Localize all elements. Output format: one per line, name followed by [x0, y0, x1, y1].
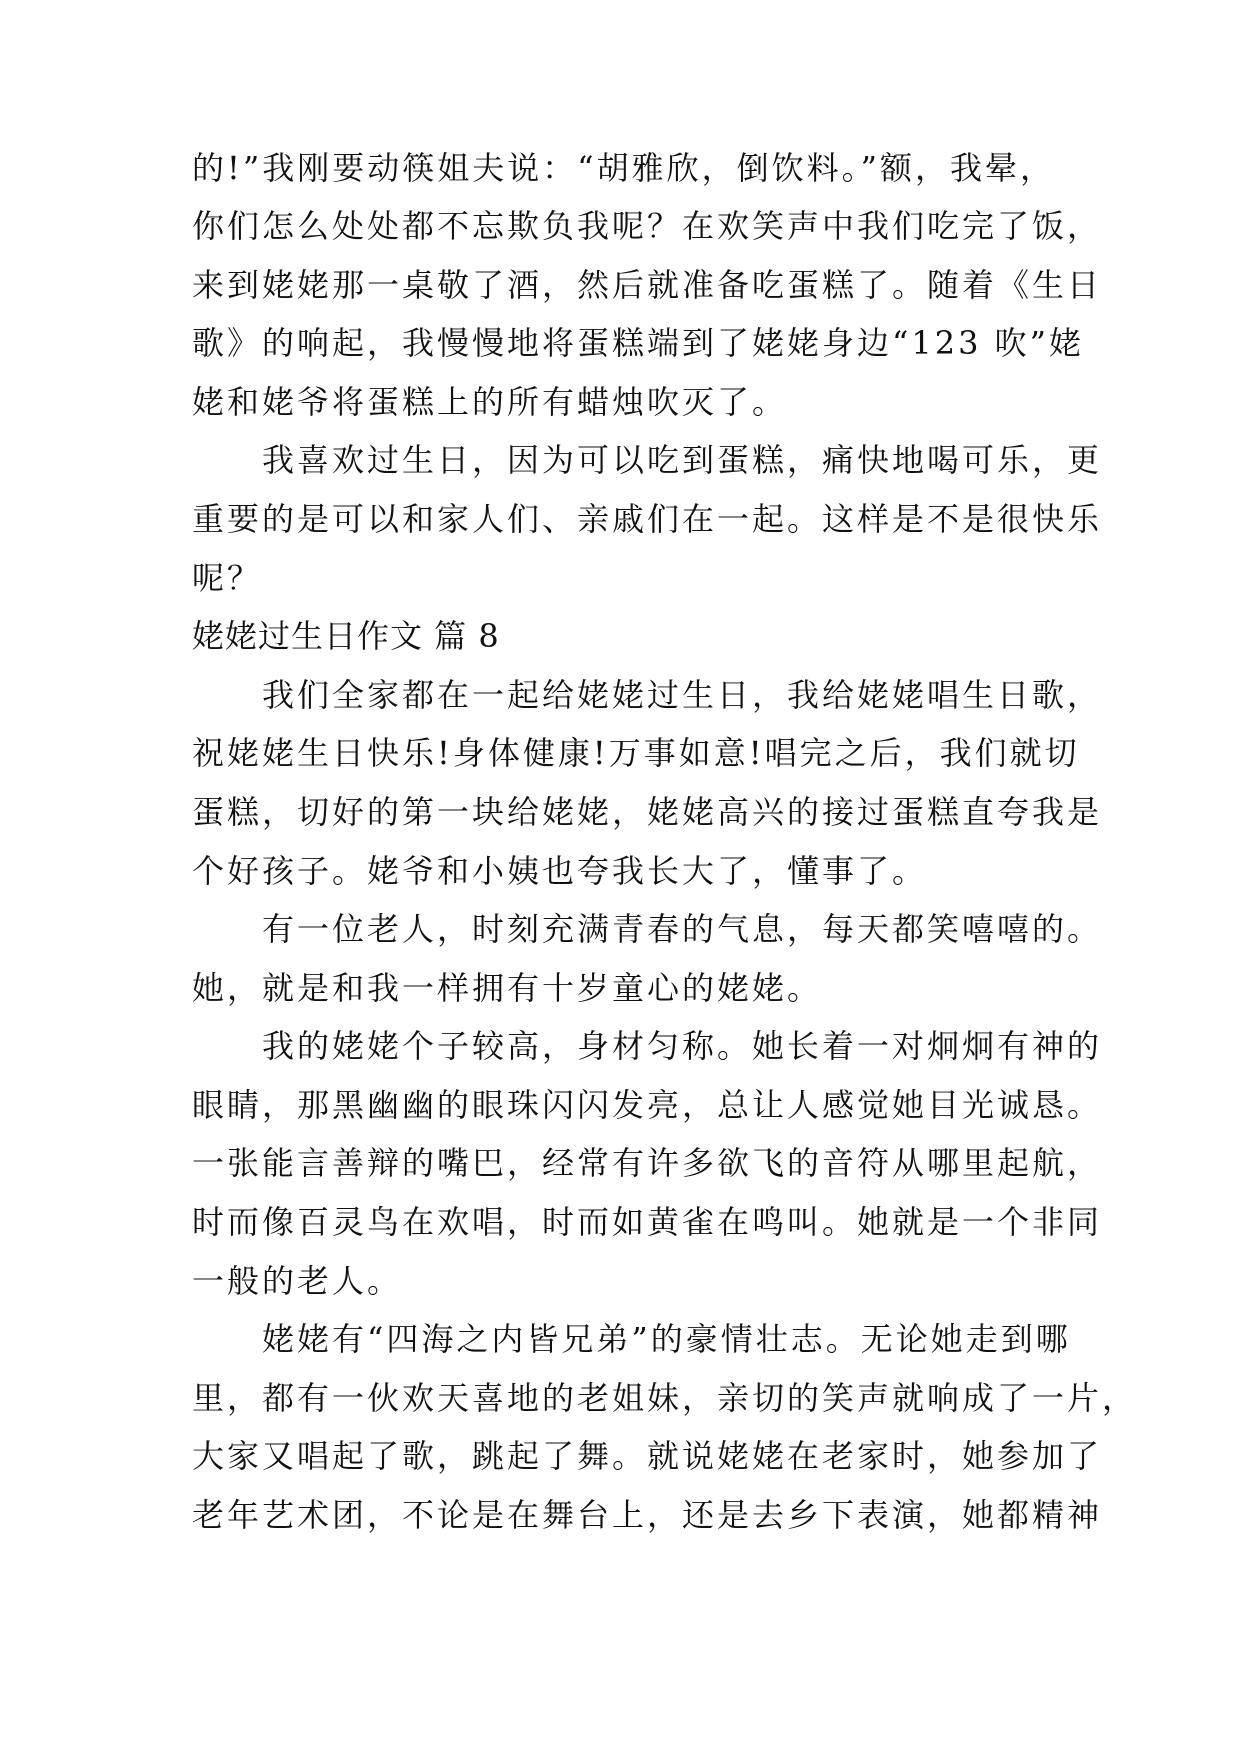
text-line: 姥和姥爷将蛋糕上的所有蜡烛吹灭了。: [192, 383, 788, 421]
text-line: 的!”我刚要动筷姐夫说：“胡雅欣，倒饮料。”额，我晕，: [192, 149, 1055, 187]
section-heading: 姥姥过生日作文 篇 8: [192, 617, 500, 655]
text-line: 老年艺术团，不论是在舞台上，还是去乡下表演，她都精神: [192, 1496, 1103, 1534]
text-line: 你们怎么处处都不忘欺负我呢？在欢笑声中我们吃完了饭，: [192, 207, 1103, 245]
text-line: 祝姥姥生日快乐!身体健康!万事如意!唱完之后，我们就切: [192, 734, 1080, 772]
text-line: 来到姥姥那一桌敬了酒，然后就准备吃蛋糕了。随着《生日: [192, 266, 1103, 304]
text-line: 我的姥姥个子较高，身材匀称。她长着一对炯炯有神的: [192, 1027, 1103, 1065]
text-line: 大家又唱起了歌，跳起了舞。就说姥姥在老家时，她参加了: [192, 1437, 1103, 1475]
text-line: 呢？: [192, 559, 263, 597]
text-line: 时而像百灵鸟在欢唱，时而如黄雀在鸣叫。她就是一个非同: [192, 1203, 1103, 1241]
text-line: 歌》的响起，我慢慢地将蛋糕端到了姥姥身边“123 吹”姥: [192, 324, 1084, 362]
text-line: 重要的是可以和家人们、亲戚们在一起。这样是不是很快乐: [192, 500, 1103, 538]
text-line: 个好孩子。姥爷和小姨也夸我长大了，懂事了。: [192, 852, 928, 890]
text-line: 我们全家都在一起给姥姥过生日，我给姥姥唱生日歌，: [192, 676, 1103, 714]
text-line: 里，都有一伙欢天喜地的老姐妹，亲切的笑声就响成了一片，: [192, 1379, 1138, 1417]
text-line: 眼睛，那黑幽幽的眼珠闪闪发亮，总让人感觉她目光诚恳。: [192, 1086, 1103, 1124]
text-line: 一般的老人。: [192, 1262, 403, 1300]
text-line: 我喜欢过生日，因为可以吃到蛋糕，痛快地喝可乐，更: [192, 441, 1103, 479]
text-line: 一张能言善辩的嘴巴，经常有许多欲飞的音符从哪里起航，: [192, 1144, 1103, 1182]
text-line: 蛋糕，切好的第一块给姥姥，姥姥高兴的接过蛋糕直夸我是: [192, 793, 1103, 831]
text-line: 她，就是和我一样拥有十岁童心的姥姥。: [192, 969, 823, 1007]
text-line: 有一位老人，时刻充满青春的气息，每天都笑嘻嘻的。: [192, 910, 1103, 948]
text-line: 姥姥有“四海之内皆兄弟”的豪情壮志。无论她走到哪: [192, 1320, 1071, 1358]
